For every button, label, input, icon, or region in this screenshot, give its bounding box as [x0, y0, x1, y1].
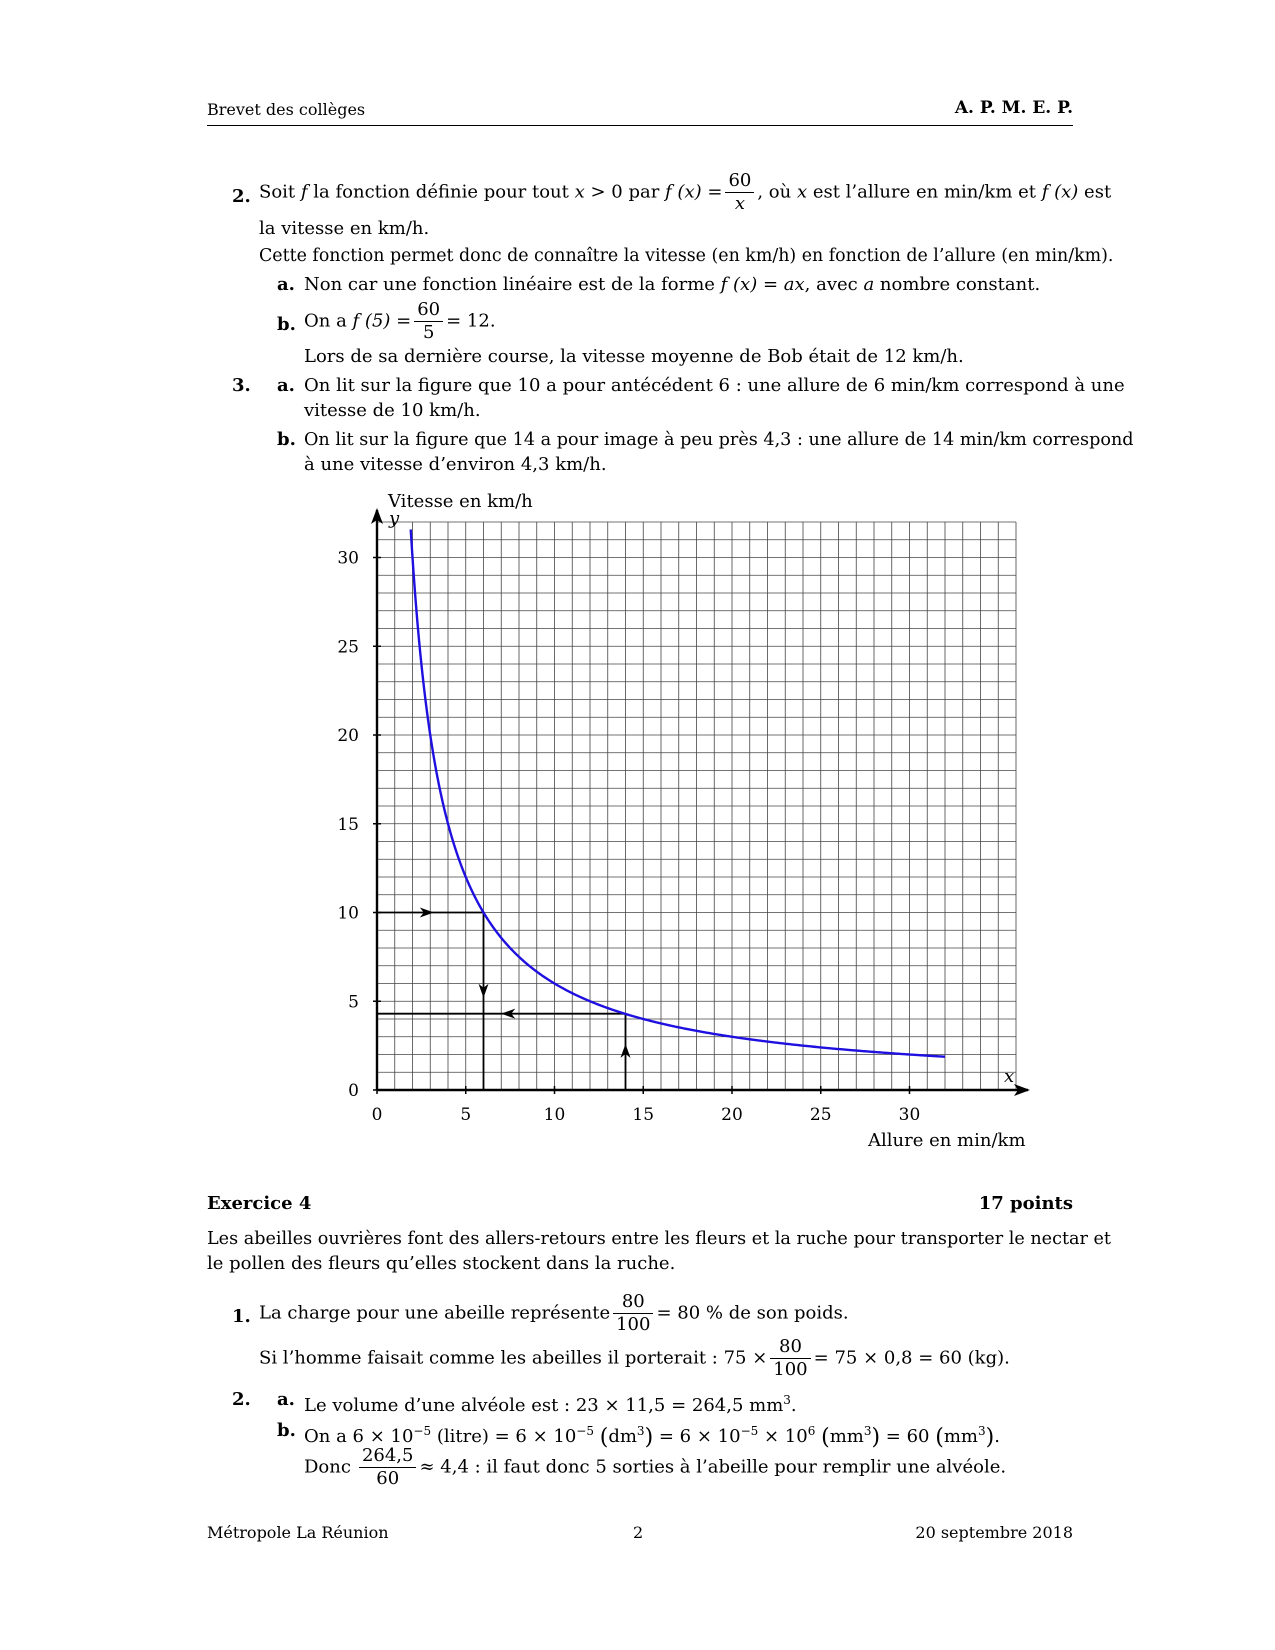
- q2-intro-line1: Soit f la fonction définie pour tout x > 0 par f (x) = $\frac{60}{x}$ , où x est l’allure en min/km et f (x) est: [259, 170, 1112, 214]
- footer-page-number: 2: [633, 1523, 644, 1542]
- y-tick-label: 0: [348, 1081, 359, 1101]
- footer-right: 20 septembre 2018: [915, 1523, 1073, 1542]
- ex4-title: Exercice 4: [207, 1193, 312, 1214]
- ex4-q1-number: 1.: [232, 1306, 251, 1327]
- chart-grid: [377, 522, 1016, 1090]
- q2b-line2: Lors de sa dernière course, la vitesse moyenne de Bob était de 12 km/h.: [304, 346, 964, 367]
- q3a-label: a.: [277, 375, 295, 396]
- ex4-q2b-label: b.: [277, 1420, 296, 1441]
- q3a-line1: On lit sur la figure que 10 a pour antécédent 6 : une allure de 6 min/km correspond à une: [304, 375, 1125, 396]
- ex4-q2b-fraction: $\frac{264,5}{60}$: [359, 1446, 417, 1489]
- x-tick-label: 30: [898, 1105, 921, 1125]
- q3b-line2: à une vitesse d’environ 4,3 km/h.: [304, 454, 607, 475]
- q2a-label: a.: [277, 274, 295, 295]
- q2a-text: Non car une fonction linéaire est de la forme f (x) = ax, avec a nombre constant.: [304, 274, 1041, 295]
- ex4-q2a-text: Le volume d’une alvéole est : 23 × 11,5 = 264,5 $mm^3$.: [304, 1393, 797, 1416]
- chart-xlabel: Allure en min/km: [868, 1130, 1026, 1151]
- q2b-fraction: $\frac{60}{5}$: [414, 300, 443, 343]
- x-tick-label: 20: [721, 1105, 743, 1125]
- ex4-q2b-line2: Donc $\frac{264,5}{60}$ ≈ 4,4 : il faut donc 5 sorties à l’abeille pour remplir une alvéole.: [304, 1445, 1007, 1489]
- x-tick-label: 10: [543, 1105, 566, 1125]
- ex4-q2b-text: On a $6 \times 10^{-5}$ (litre) = $6 \times 10^{-5}$ $(dm^3) = 6 \times 10^{-5} \times 10^6$ $(mm^3) = 60$ $(mm^3)$.: [304, 1424, 1000, 1450]
- q2-intro-line3: Cette fonction permet donc de connaître la vitesse (en km/h) en fonction de l’allure (en min/km).: [259, 246, 1114, 266]
- q2-number: 2.: [232, 186, 251, 207]
- q2b-label: b.: [277, 314, 296, 335]
- q3b-label: b.: [277, 429, 296, 450]
- q3-number: 3.: [232, 375, 251, 396]
- chart-axes: [371, 508, 1030, 1096]
- y-tick-label: 15: [337, 814, 359, 835]
- y-tick-label: 30: [337, 548, 359, 569]
- q2b-text: On a f (5) = $\frac{60}{5}$ = 12.: [304, 299, 496, 343]
- ex4-q2a-label: a.: [277, 1389, 295, 1410]
- y-axis-symbol: y: [389, 508, 400, 529]
- x-tick-label: 5: [460, 1105, 472, 1125]
- ex4-q1-line2: Si l’homme faisait comme les abeilles il porterait : 75 × $\frac{80}{100}$ = 75 × 0,8 = 60 (kg).: [259, 1336, 1010, 1380]
- chart-ylabel: Vitesse en km/h: [388, 491, 533, 512]
- x-tick-label: 25: [809, 1105, 832, 1125]
- ex4-intro-line2: le pollen des fleurs qu’elles stockent dans la ruche.: [207, 1253, 676, 1274]
- ex4-points: 17 points: [978, 1193, 1073, 1214]
- ex4-intro-line1: Les abeilles ouvrières font des allers-retours entre les fleurs et la ruche pour transporter le nectar et: [207, 1229, 1111, 1249]
- q2-intro-line2: la vitesse en km/h.: [259, 218, 430, 239]
- ex4-q1-text: La charge pour une abeille représente $\frac{80}{100}$ = 80 % de son poids.: [259, 1291, 849, 1335]
- q2-fraction: $\frac{60}{x}$: [725, 171, 754, 214]
- ex4-q1-fraction: $\frac{80}{100}$: [613, 1292, 653, 1335]
- q3a-line2: vitesse de 10 km/h.: [304, 400, 481, 421]
- ex4-q2-number: 2.: [232, 1389, 251, 1410]
- y-tick-label: 20: [337, 726, 359, 746]
- x-tick-label: 15: [632, 1105, 655, 1125]
- y-tick-label: 10: [337, 903, 359, 924]
- chart-curve: [411, 529, 945, 1056]
- chart-ticks: [337, 549, 920, 1126]
- y-tick-label: 5: [348, 992, 359, 1013]
- x-tick-label: 0: [371, 1105, 383, 1125]
- chart-reading-guides: [377, 908, 631, 1091]
- header-left: Brevet des collèges: [207, 100, 366, 119]
- x-axis-symbol: x: [1004, 1066, 1015, 1087]
- footer-left: Métropole La Réunion: [207, 1523, 389, 1542]
- header-right: A. P. M. E. P.: [954, 98, 1073, 118]
- q3b-line1: On lit sur la figure que 14 a pour image à peu près 4,3 : une allure de 14 min/km correspond: [304, 430, 1134, 450]
- ex4-q1-line2-fraction: $\frac{80}{100}$: [770, 1337, 810, 1380]
- y-tick-label: 25: [337, 637, 359, 658]
